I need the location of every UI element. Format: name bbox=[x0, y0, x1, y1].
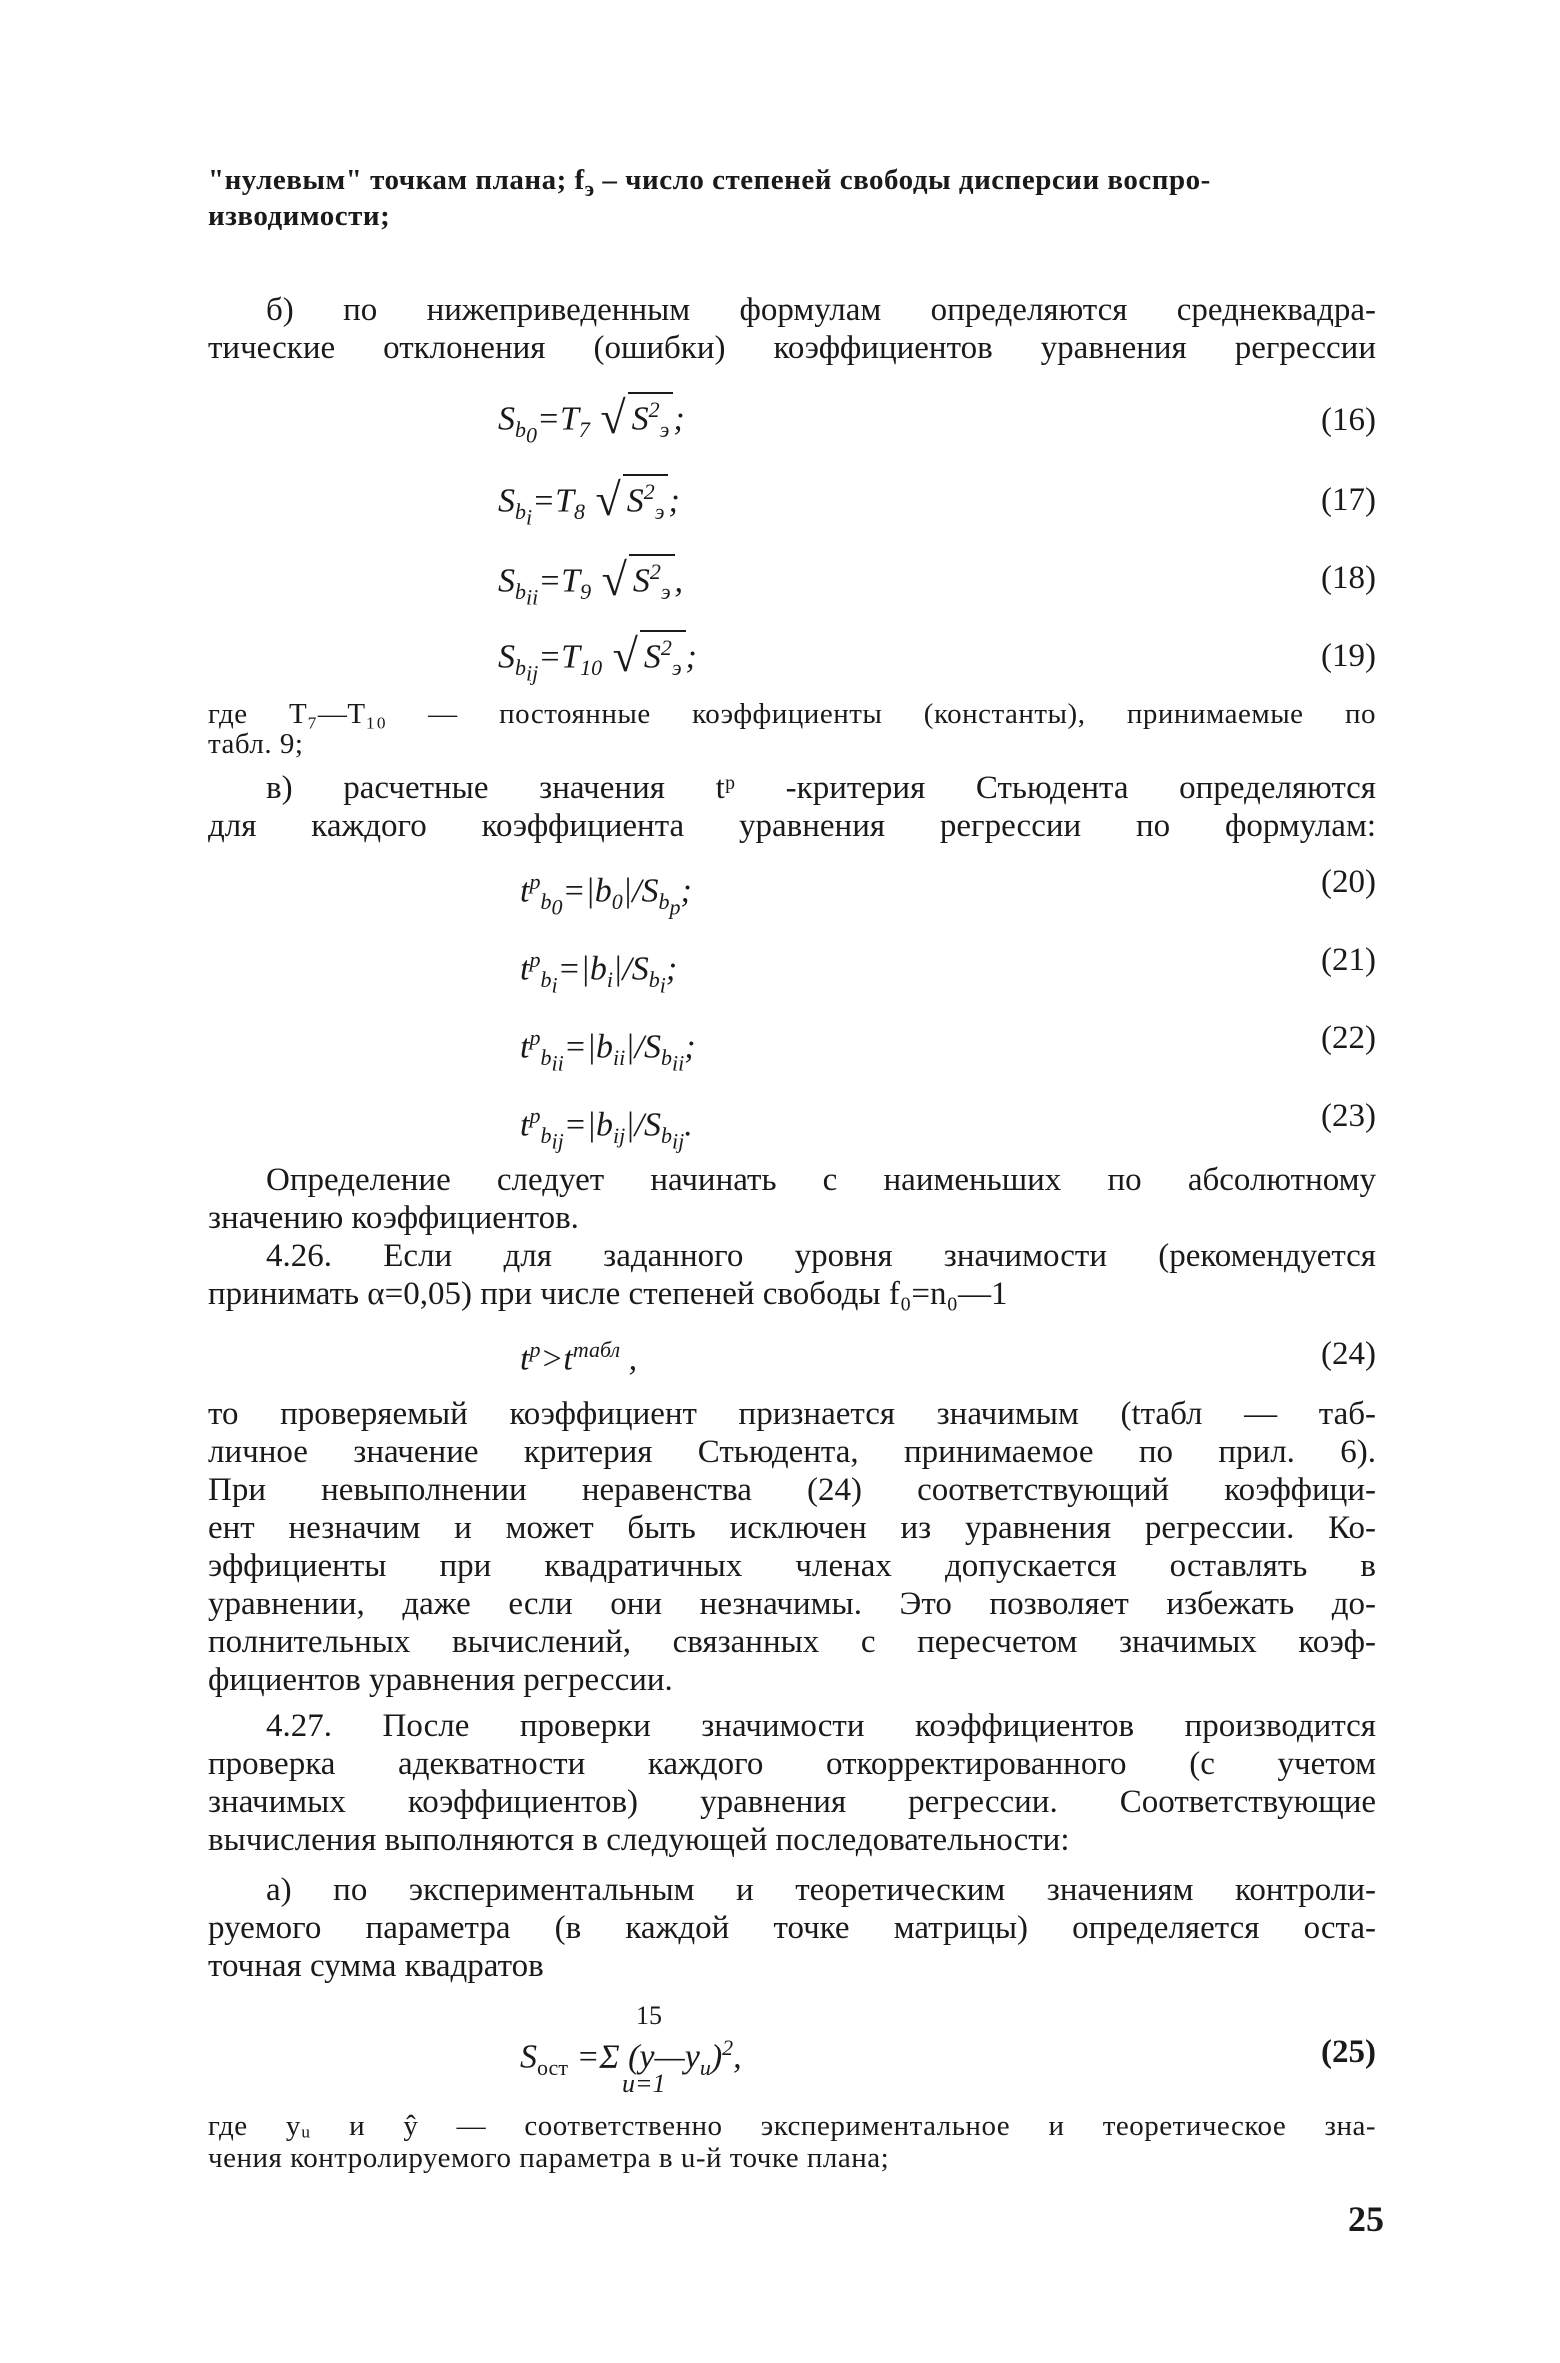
equation-number-22: (22) bbox=[1321, 1020, 1376, 1056]
formula-18: $S_{b_{ii}}=T_9$ √ $S^2_э$ , bbox=[498, 554, 684, 610]
equation-number-16: (16) bbox=[1321, 402, 1376, 438]
text-line-23: значимых коэффициентов) уравнения регрессии. Соответствующие bbox=[208, 1784, 1376, 1820]
text-line-25: а) по экспериментальным и теоретическим значениям контроли- bbox=[266, 1872, 1376, 1908]
text-line-14: личное значение критерия Стьюдента, принимаемое по прил. 6). bbox=[208, 1434, 1376, 1470]
text-line-2: изводимости; bbox=[208, 200, 391, 232]
text-line-26: руемого параметра (в каждой точке матрицы) определяется оста- bbox=[208, 1910, 1376, 1946]
text-line-8: для каждого коэффициента уравнения регрессии по формулам: bbox=[208, 808, 1376, 844]
text-line-17: эффициенты при квадратичных членах допускается оставлять в bbox=[208, 1548, 1376, 1584]
formula-23: $t^p_{b_{ij}}=|b_{ij}|/S_{b_{ij}}$. bbox=[520, 1103, 693, 1154]
text-line-9: Определение следует начинать с наименьших по абсолютному bbox=[266, 1162, 1376, 1198]
sum-lower-limit: u=1 bbox=[622, 2069, 666, 2098]
formula-19: $S_{b_{ij}}=T_{10}$ √ $S^2_э$ ; bbox=[498, 630, 697, 686]
text-line-29: чения контролируемого параметра в u-й точке плана; bbox=[208, 2142, 890, 2174]
text-line-21: 4.27. После проверки значимости коэффициентов производится bbox=[266, 1708, 1376, 1744]
text-line-13: то проверяемый коэффициент признается значимым (tтабл — таб- bbox=[208, 1396, 1376, 1432]
text-line-15: При невыполнении неравенства (24) соответствующий коэффици- bbox=[208, 1472, 1376, 1508]
formula-24: $t^p>t^{табл}$ , bbox=[520, 1337, 638, 1378]
text-line-27: точная сумма квадратов bbox=[208, 1948, 544, 1984]
text-line-20: фициентов уравнения регрессии. bbox=[208, 1662, 673, 1698]
text-line-22: проверка адекватности каждого откорректированного (с учетом bbox=[208, 1746, 1376, 1782]
text-line-7: в) расчетные значения tᵖ -критерия Стьюдента определяются bbox=[266, 770, 1376, 806]
equation-number-24: (24) bbox=[1321, 1336, 1376, 1372]
equation-number-17: (17) bbox=[1321, 482, 1376, 518]
text-line-1: "нулевым" точкам плана; $f_э$ – число степеней свободы дисперсии воспро- bbox=[208, 164, 1211, 201]
text-line-11: 4.26. Если для заданного уровня значимости (рекомендуется bbox=[266, 1238, 1376, 1274]
equation-number-18: (18) bbox=[1321, 560, 1376, 596]
formula-21: $t^p_{b_i}=|b_i|/S_{b_i}$; bbox=[520, 947, 678, 998]
equation-number-25: (25) bbox=[1321, 2034, 1376, 2070]
text-line-18: уравнении, даже если они незначимы. Это позволяет избежать до- bbox=[208, 1586, 1376, 1622]
text-line-16: ент незначим и может быть исключен из уравнения регрессии. Ко- bbox=[208, 1510, 1376, 1546]
text-line-6: табл. 9; bbox=[208, 728, 304, 760]
formula-22: $t^p_{b_{ii}}=|b_{ii}|/S_{b_{ii}}$; bbox=[520, 1025, 696, 1076]
equation-number-20: (20) bbox=[1321, 864, 1376, 900]
formula-16: $S_{b_0}=T_7$ √ $S^2_э$ ; bbox=[498, 392, 685, 448]
text-line-3: б) по нижеприведенным формулам определяются среднеквадра- bbox=[266, 292, 1376, 328]
text-line-4: тические отклонения (ошибки) коэффициентов уравнения регрессии bbox=[208, 330, 1376, 366]
text-line-24: вычисления выполняются в следующей последовательности: bbox=[208, 1822, 1070, 1858]
text-line-5: где T₇—T₁₀ — постоянные коэффициенты (константы), принимаемые по bbox=[208, 698, 1376, 730]
text-line-10: значению коэффициентов. bbox=[208, 1200, 579, 1236]
formula-17: $S_{b_i}=T_8$ √ $S^2_э$ ; bbox=[498, 474, 680, 530]
equation-number-19: (19) bbox=[1321, 638, 1376, 674]
page-number: 25 bbox=[1348, 2199, 1384, 2239]
equation-number-21: (21) bbox=[1321, 942, 1376, 978]
text-line-28: где yᵤ и ŷ — соответственно экспериментальное и теоретическое зна- bbox=[208, 2110, 1376, 2142]
text-line-12: принимать α=0,05) при числе степеней свободы f₀=n₀—1 bbox=[208, 1276, 1008, 1312]
equation-number-23: (23) bbox=[1321, 1098, 1376, 1134]
text-line-19: полнительных вычислений, связанных с пересчетом значимых коэф- bbox=[208, 1624, 1376, 1660]
formula-25: $S_{ост} =\Sigma$ $(y—y_u)^2$, bbox=[520, 2035, 742, 2081]
formula-20: $t^p_{b_0}=|b_0|/S_{b_p}$; bbox=[520, 869, 692, 920]
sum-upper-limit: 15 bbox=[636, 2001, 662, 2030]
